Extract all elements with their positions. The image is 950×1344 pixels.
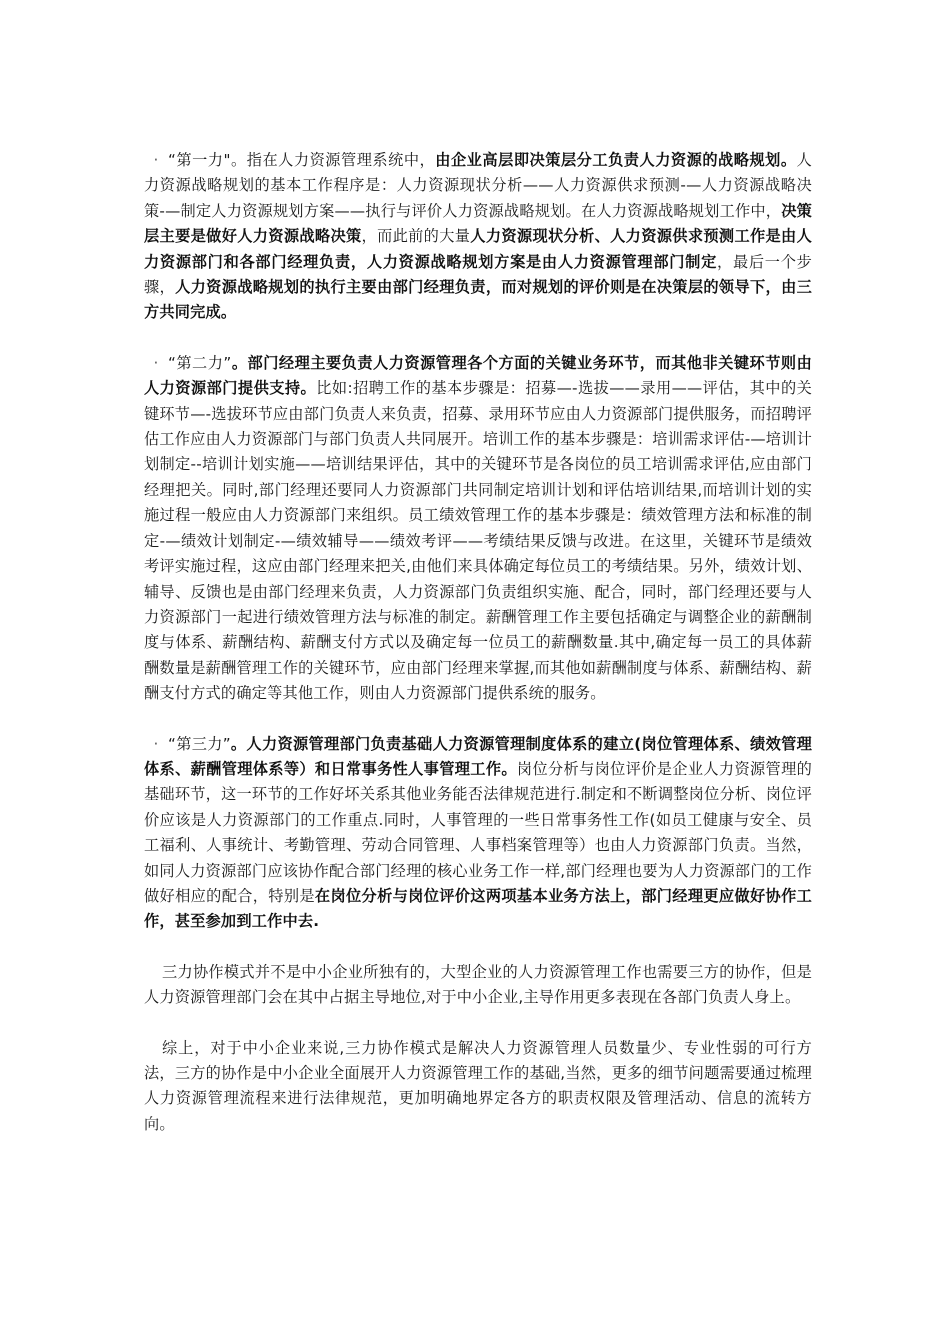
text-segment: 人力资源战略规划的基本工作程序是：人力资源现状分析——人力资源供求预测-—人力资源战略决策-—制定人力资源规划方案——执行与评价人力资源战略规划。在人力资源战略规划工作中， (144, 151, 812, 220)
paragraph-model-comparison (144, 960, 812, 1011)
text-segment: 综上，对于中小企业来说,三力协作模式是解决人力资源管理人员数量少、专业性弱的可行方法，三方的协作是中小企业全面展开人力资源管理工作的基础,当然，更多的细节问题需要通过梳理人力资源管理流程来进行法律规范，更加明确地界定各方的职责权限及管理活动、信息的流转方向。 (144, 1038, 812, 1133)
text-segment: 岗位分析与岗位评价是企业人力资源管理的基础环节，这一环节的工作好坏关系其他业务能否法律规范进行.制定和不断调整岗位分析、岗位评价应该是人力资源部门的工作重点.同时，人事管理的一些日常事务性工作(如员工健康与安全、员工福利、人事统计、考勤管理、劳动合同管理、人事档案管理等）也由人力资源部门负责。当然，如同人力资源部门应该协作配合部门经理的核心业务工作一样,部门经理也要为人力资源部门的工作做好相应的配合，特别是 (144, 759, 812, 905)
bold-text-segment: 。人力资源管理部门负责基础人力资源管理制度体系的建立(岗位管理体系、绩效管理体系、薪酬管理体系等）和日常事务性人事管理工作。 (144, 734, 812, 778)
text-segment: “第二力” (168, 353, 232, 372)
paragraph-third-force (144, 732, 812, 935)
text-segment: 三力协作模式并不是中小企业所独有的，大型企业的人力资源管理工作也需要三方的协作，但是人力资源管理部门会在其中占据主导地位,对于中小企业,主导作用更多表现在各部门负责人身上。 (144, 962, 812, 1007)
bold-text-segment: 人力资源战略规划的执行主要由部门经理负责，而对规划的评价则是在决策层的领导下，由三方共同完成。 (144, 278, 812, 322)
text-segment: ，而此前的大量 (361, 227, 471, 246)
paragraph-second-force (144, 351, 812, 707)
bold-text-segment: 人力资源现状分析、人力资源供求预测工作是由人力资源部门和各部门经理负责，人力资源战略规划方案是由人力资源管理部门制定 (144, 227, 812, 271)
bold-text-segment: 。部门经理主要负责人力资源管理各个方面的关键业务环节，而其他非关键环节则由人力资源部门提供支持。 (144, 353, 812, 398)
text-segment: 比如:招聘工作的基本步骤是：招募—-选拔——录用——评估，其中的关键环节—-选拔环节应由部门负责人来负责，招募、录用环节应由人力资源部门提供服务，而招聘评估工作应由人力资源部门与部门负责人共同展开。培训工作的基本步骤是：培训需求评估-—培训计划制定--培训计划实施——培训结果评估，其中的关键环节是各岗位的员工培训需求评估,应由部门经理把关。同时,部门经理还要同人力资源部门共同制定培训计划和评估培训结果,而培训计划的实施过程一般应由人力资源部门来组织。员工绩效管理工作的基本步骤是：绩效管理方法和标准的制定-—绩效计划制定-—绩效辅导——绩效考评——考绩结果反馈与改进。在这里，关键环节是绩效考评实施过程，这应由部门经理来把关,由他们来具体确定每位员工的考绩结果。另外，绩效计划、辅导、反馈也是由部门经理来负责，人力资源部门负责组织实施、配合，同时，部门经理还要与人力资源部门一起进行绩效管理方法与标准的制定。薪酬管理工作主要包括确定与调整企业的薪酬制度与体系、薪酬结构、薪酬支付方式以及确定每一位员工的薪酬数量.其中,确定每一员工的具体薪酬数量是薪酬管理工作的关键环节，应由部门经理来掌握,而其他如薪酬制度与体系、薪酬结构、薪酬支付方式的确定等其他工作，则由人力资源部门提供系统的服务。 (144, 379, 812, 703)
bold-text-segment: 由企业高层即决策层分工负责人力资源的战略规划。 (435, 151, 797, 169)
bold-text-segment: 决策层主要是做好人力资源战略决策 (144, 201, 812, 246)
paragraph-conclusion (144, 1036, 812, 1138)
paragraph-first-force (144, 148, 812, 326)
text-segment: ，最后一个步骤， (144, 252, 813, 297)
bold-text-segment: 在岗位分析与岗位评价这两项基本业务方法上，部门经理更应做好协作工作，甚至参加到工作中去. (144, 886, 812, 931)
document-body (144, 148, 812, 1137)
text-segment: “第一力"。指在人力资源管理系统中， (168, 151, 436, 169)
bullet-dot: · (153, 151, 159, 169)
bullet-dot: · (153, 353, 159, 372)
text-segment: “第三力” (168, 734, 231, 753)
bullet-dot: · (153, 734, 159, 753)
